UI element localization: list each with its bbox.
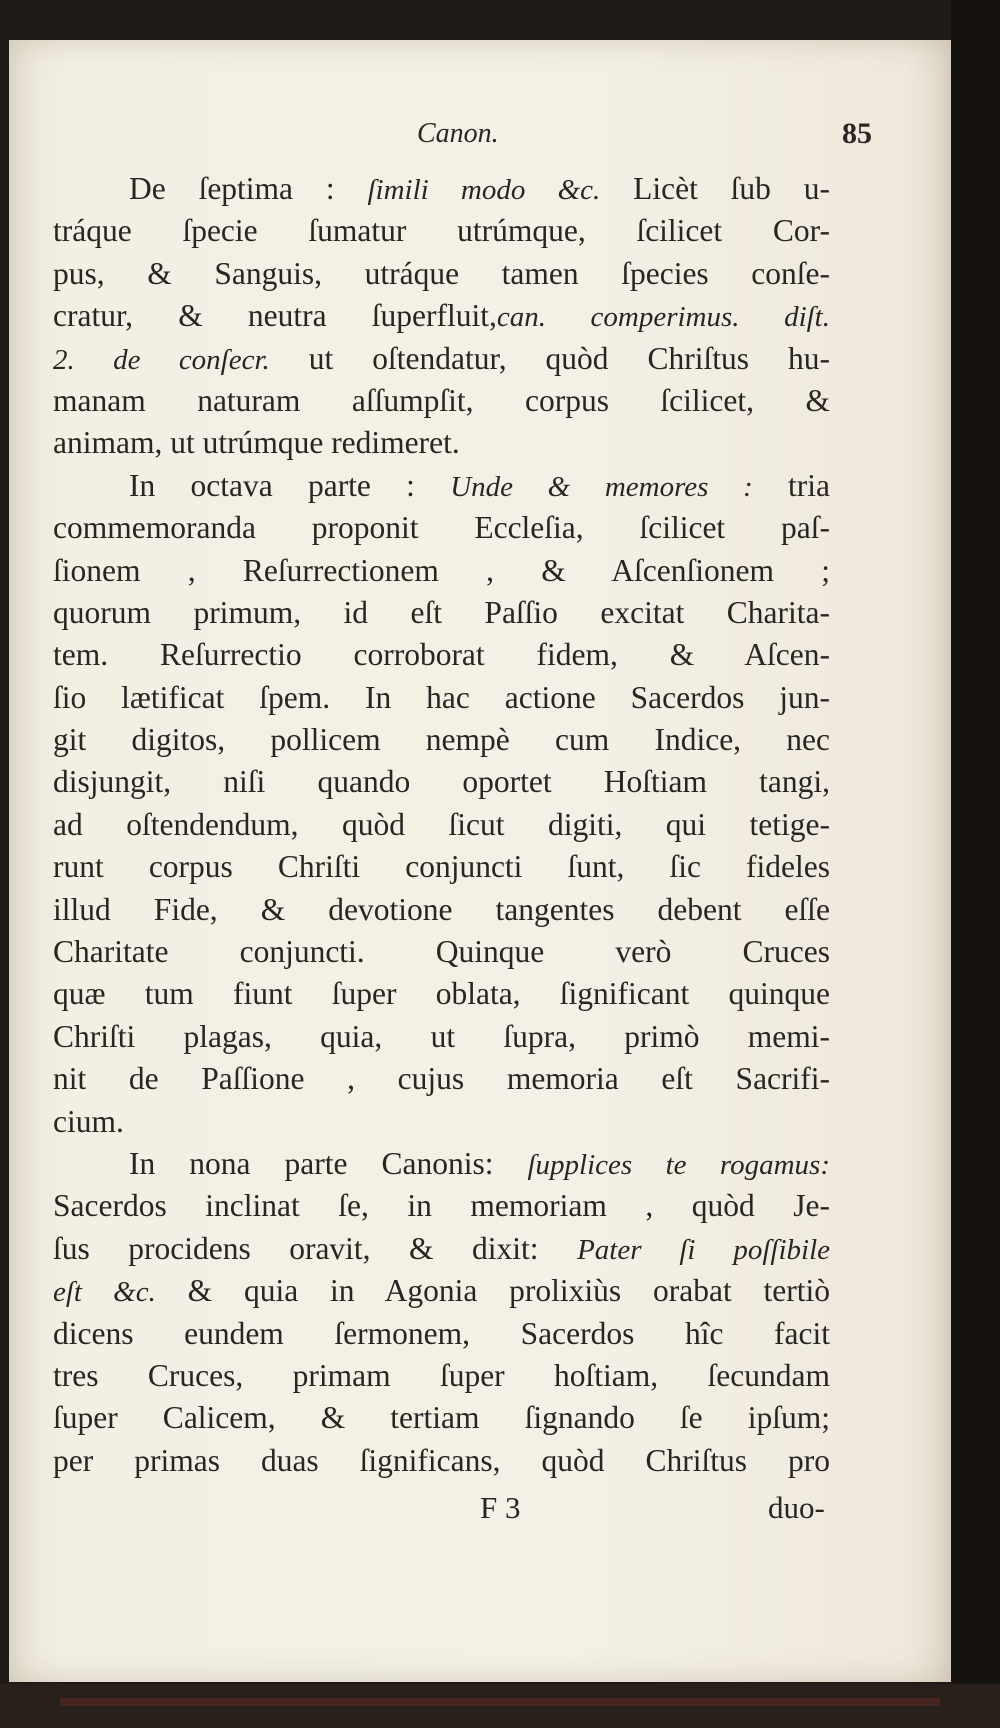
catchword: duo- bbox=[768, 1490, 825, 1525]
text-segment: ſionem , Reſurrectionem , & Aſcenſionem ; bbox=[53, 552, 830, 588]
text-line bbox=[53, 1355, 830, 1397]
italic-citation: eſt &c. bbox=[53, 1276, 156, 1309]
text-line bbox=[53, 804, 830, 846]
text-segment: manam naturam aſſumpſit, corpus ſcilicet, & bbox=[53, 382, 830, 418]
text-segment: ſuper Calicem, & tertiam ſignando ſe ipſum; bbox=[53, 1400, 830, 1436]
text-line bbox=[53, 422, 830, 464]
text-segment: tráque ſpecie ſumatur utrúmque, ſcilicet Cor- bbox=[53, 213, 830, 249]
text-segment: tem. Reſurrectio corroborat fidem, & Aſcen- bbox=[53, 637, 830, 673]
text-segment: disjungit, niſi quando oportet Hoſtiam tangi, bbox=[53, 764, 830, 800]
text-line bbox=[53, 846, 830, 888]
text-line bbox=[53, 1016, 830, 1058]
scan-background-right bbox=[951, 0, 1000, 1728]
text-segment: De ſeptima : bbox=[129, 171, 368, 206]
text-segment: ut oſtendatur, quòd Chriſtus hu- bbox=[269, 340, 830, 376]
text-segment: quæ tum fiunt ſuper oblata, ſignificant quinque bbox=[53, 976, 830, 1012]
text-segment: In octava parte : bbox=[129, 467, 451, 503]
running-title: Canon. bbox=[417, 118, 499, 149]
text-line bbox=[53, 1313, 830, 1355]
text-line bbox=[53, 889, 830, 931]
text-segment: ad oſtendendum, quòd ſicut digiti, qui tetige- bbox=[53, 806, 830, 842]
italic-citation: ſimili modo &c. bbox=[367, 174, 601, 206]
text-line bbox=[53, 719, 830, 761]
text-line bbox=[53, 253, 830, 295]
text-line bbox=[53, 1101, 830, 1143]
text-segment: & quia in Agonia prolixiùs orabat tertiò bbox=[155, 1273, 830, 1309]
italic-citation: can. comperimus. diſt. bbox=[496, 301, 830, 334]
body-text bbox=[53, 168, 830, 1482]
text-segment: In nona parte Canonis: bbox=[129, 1145, 528, 1181]
text-segment: ſio lætificat ſpem. In hac actione Sacerdos jun- bbox=[53, 679, 830, 715]
text-segment: nit de Paſſione , cujus memoria eſt Sacrifi- bbox=[53, 1061, 830, 1097]
text-line bbox=[53, 761, 830, 803]
italic-citation: Pater ſi poſſibile bbox=[577, 1233, 830, 1266]
text-line bbox=[53, 592, 830, 634]
text-line bbox=[53, 677, 830, 719]
text-segment: illud Fide, & devotione tangentes debent eſſe bbox=[53, 891, 830, 927]
text-line bbox=[53, 168, 830, 210]
text-segment: tria bbox=[752, 467, 831, 503]
italic-citation: Unde & memores : bbox=[450, 470, 753, 503]
text-segment: per primas duas ſignificans, quòd Chriſtus pro bbox=[53, 1442, 830, 1478]
text-line bbox=[53, 1440, 830, 1482]
text-line bbox=[53, 507, 830, 549]
text-segment: Chriſti plagas, quia, ut ſupra, primò memi- bbox=[53, 1018, 830, 1054]
signature-mark: F 3 bbox=[480, 1490, 521, 1525]
page-number: 85 bbox=[842, 117, 872, 150]
text-segment: quorum primum, id eſt Paſſio excitat Charita- bbox=[53, 594, 830, 630]
text-segment: Charitate conjuncti. Quinque verò Cruces bbox=[53, 934, 830, 970]
italic-citation: 2. de conſecr. bbox=[53, 343, 270, 376]
text-line bbox=[53, 1270, 830, 1312]
text-line bbox=[53, 1185, 830, 1227]
text-segment: Sacerdos inclinat ſe, in memoriam , quòd Je- bbox=[53, 1188, 830, 1224]
text-segment: tres Cruces, primam ſuper hoſtiam, ſecundam bbox=[53, 1357, 830, 1393]
text-line bbox=[53, 1397, 830, 1439]
text-segment: animam, ut utrúmque redimeret. bbox=[53, 425, 460, 461]
text-segment: cratur, & neutra ſuperfluit, bbox=[53, 298, 497, 334]
text-segment: dicens eundem ſermonem, Sacerdos hîc facit bbox=[53, 1315, 830, 1351]
text-line bbox=[53, 295, 830, 337]
scan-background-bottom bbox=[0, 1684, 1000, 1728]
text-segment: ſus procidens oravit, & dixit: bbox=[53, 1230, 578, 1266]
text-segment: runt corpus Chriſti conjuncti ſunt, ſic fideles bbox=[53, 849, 830, 885]
text-segment: Licèt ſub u- bbox=[600, 171, 831, 206]
text-line bbox=[53, 1058, 830, 1100]
text-line bbox=[53, 973, 830, 1015]
text-segment: git digitos, pollicem nempè cum Indice, nec bbox=[53, 722, 830, 758]
text-line bbox=[53, 1228, 830, 1270]
text-line bbox=[53, 380, 830, 422]
text-line bbox=[53, 1143, 830, 1185]
italic-citation: ſupplices te rogamus: bbox=[527, 1148, 830, 1181]
text-line bbox=[53, 634, 830, 676]
text-line bbox=[53, 550, 830, 592]
text-line bbox=[53, 210, 830, 252]
text-segment: commemoranda proponit Eccleſia, ſcilicet paſ- bbox=[53, 510, 830, 546]
text-segment: cium. bbox=[53, 1103, 124, 1139]
text-line bbox=[53, 931, 830, 973]
text-line bbox=[53, 465, 830, 507]
text-segment: pus, & Sanguis, utráque tamen ſpecies conſe- bbox=[53, 255, 830, 291]
text-line bbox=[53, 338, 830, 380]
